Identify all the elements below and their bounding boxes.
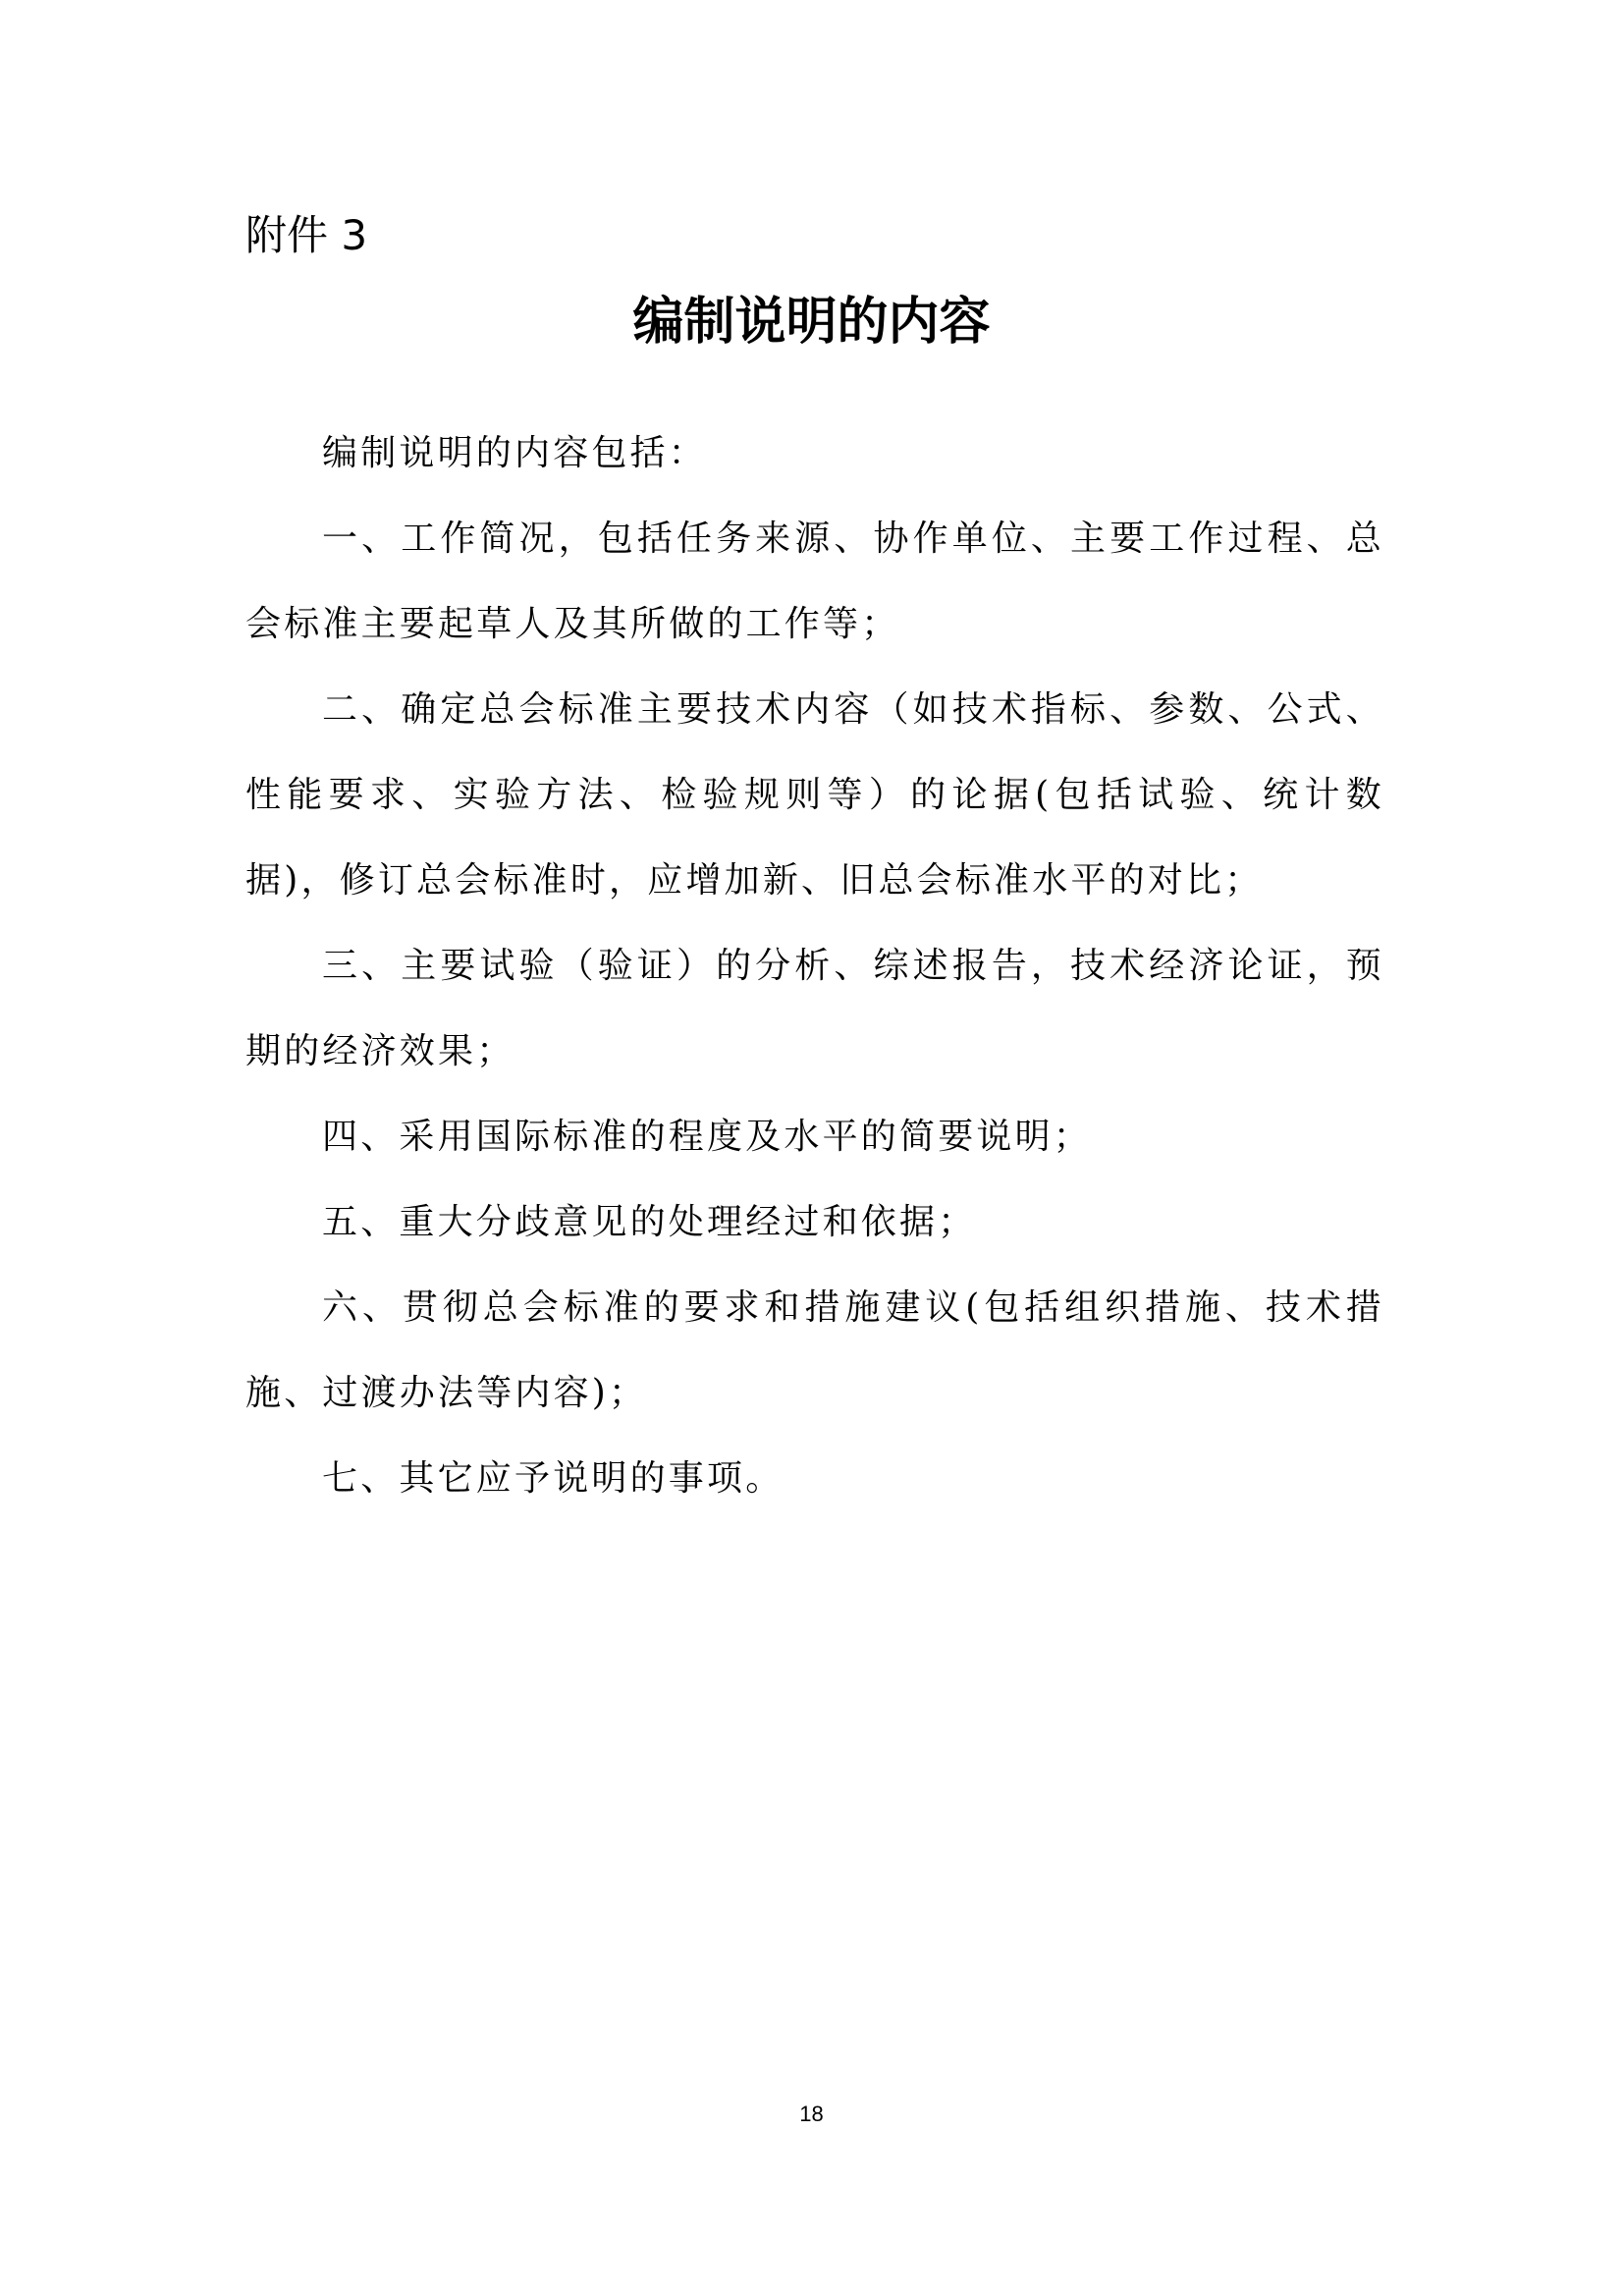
attachment-label: 附件 3 xyxy=(245,211,368,259)
item-paragraph-5: 五、重大分歧意见的处理经过和依据； xyxy=(322,1202,977,1242)
item-paragraph-6: 六、贯彻总会标准的要求和措施建议(包括组织措施、技术措施、过渡办法等内容)； xyxy=(245,1287,1384,1413)
item-paragraph-1: 一、工作简况，包括任务来源、协作单位、主要工作过程、总会标准主要起草人及其所做的工作等； xyxy=(245,519,1384,644)
page-number: 18 xyxy=(799,2102,824,2126)
document-body xyxy=(245,410,1384,1521)
page-title: 编制说明的内容 xyxy=(632,292,991,352)
item-paragraph-7: 七、其它应予说明的事项。 xyxy=(322,1458,784,1499)
item-paragraph-3: 三、主要试验（验证）的分析、综述报告，技术经济论证，预期的经济效果； xyxy=(245,946,1384,1071)
item-paragraph-2: 二、确定总会标准主要技术内容（如技术指标、参数、公式、性能要求、实验方法、检验规则等）的论据(包括试验、统计数据)，修订总会标准时，应增加新、旧总会标准水平的对比； xyxy=(245,689,1384,901)
intro-paragraph: 编制说明的内容包括： xyxy=(322,433,708,473)
item-paragraph-4: 四、采用国际标准的程度及水平的简要说明； xyxy=(322,1117,1093,1157)
